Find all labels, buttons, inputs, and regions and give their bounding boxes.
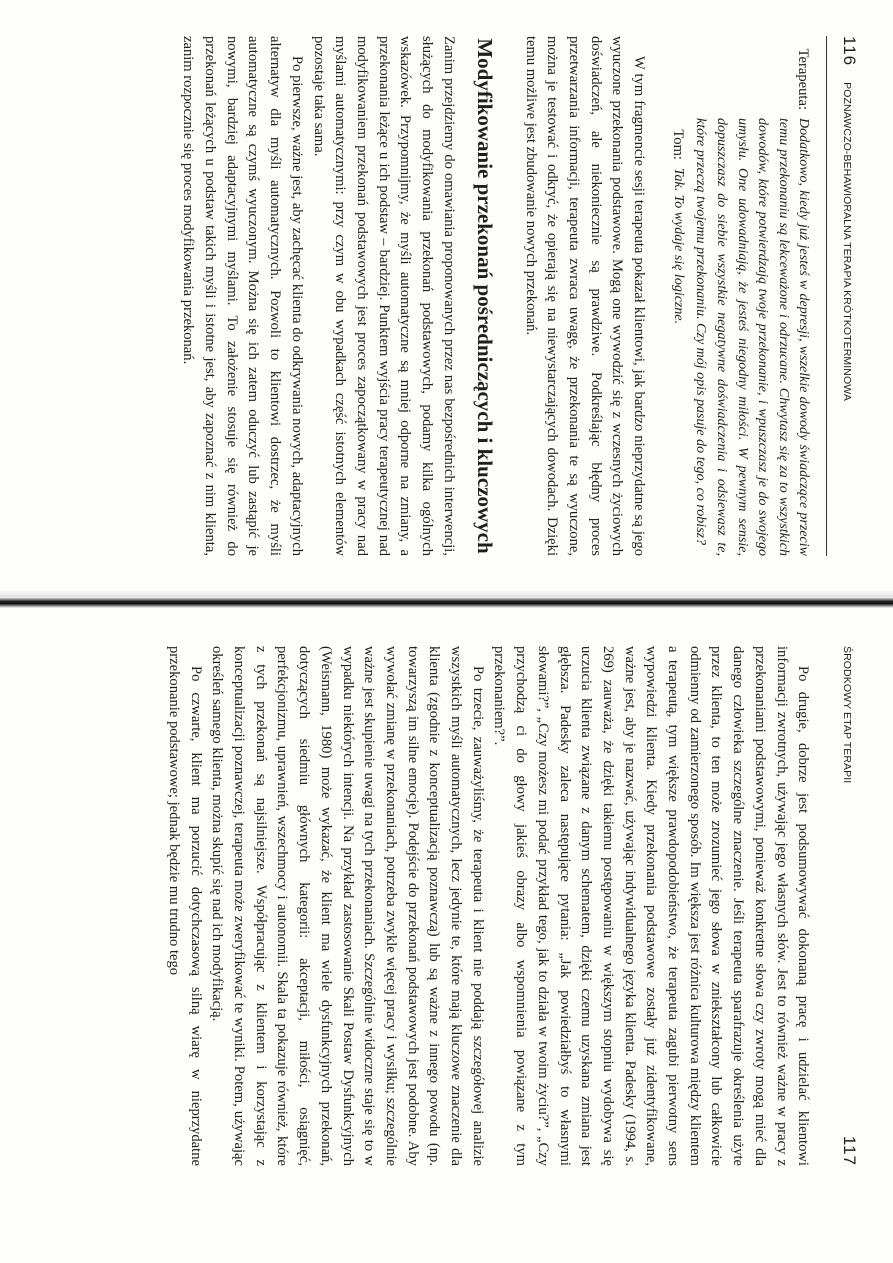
header-rule [826,36,827,556]
dialogue-therapist [690,36,814,556]
running-head-title: ŚRODKOWY ETAP TERAPII [841,646,853,784]
page-117 [20,610,880,1210]
paragraph: Po trzecie, zauważyliśmy, że terapeuta i klient nie poddają szczegółowej analizie wszystkich myśli automatycznych, lecz jedynie te, które mają kluczowe znaczenie dla klienta (zgodnie z konceptualizacją poznawczą) lub są ważne z innego powodu (np. towarzyszą im silne emocje). Podejście do przekonań podstawowych jest podobne. Aby wywołać zmianę w przekonaniach, potrzeba zwykle więcej pracy i wysiłku; szczególnie ważne jest skupienie uwagi na tych przekonaniach. Szczególnie widoczne staje się to w wypadku niektórych intencji. Na przykład zastosowanie Skali Postaw Dysfunkcyjnych (Weismann, 1980) może wykazać, że klient ma wiele dysfunkcyjnych przekonań, dotyczących siedmiu głównych kategorii: akceptacji, miłości, osiągnięć, perfekcjonizmu, uprawnień, wszechmocy i autonomii. Skala ta pokazuje również, które z tych przekonań są najsilniejsze. Współpracując z klientem i korzystając z konceptualizacji poznawczej, terapeuta może zweryfikować te wyniki. Potem, używając określeń samego klienta, można skupić się nad ich modyfikacją. [209,646,486,1166]
speech-text: Dodatkowo, kiedy już jesteś w depresji, wszelkie dowody świadczące przeciw temu przekonaniu są lekceważone i odrzucane. Chwytasz się za to wszystkich dowodów, które potwierdzają twoje przekonanie, i wpuszczasz je do swojego umysłu. One udowadniają, że jesteś niegodny miłości. W pewnym sensie, dopuszczasz do siebie wszystkie negatywne doświadczenia i odsiewasz te, które przeczą twojemu przekonaniu. Czy mój opis pasuje do tego, co robisz? [693,118,812,556]
paragraph: Po drugie, dobrze jest podsumowywać dokonaną pracę i udzielać klientowi informacji zwrotnych, używając jego własnych słów. Jest to również ważne w pracy z przekonaniami podstawowymi, ponieważ konkretne słowa czy zwroty mogą mieć dla danego człowieka szczególne znaczenie. Jeśli terapeuta sparafrazuje określenia użyte przez klienta, to ten może zrozumieć jego słowa w zniekształcony lub całkowicie odmienny od zamierzonego sposób. Im większa jest różnica kulturowa między klientem a terapeutą, tym większe prawdopodobieństwo, że terapeuta zagubi pierwotny sens wypowiedzi klienta. Kiedy przekonania podstawowe zostały już zidentyfikowane, ważne jest, aby je nazwać, używając indywidualnego języka klienta. Padesky (1994, s. 269) zauważa, że dzięki takiemu postępowaniu w większym stopniu wydobywa się uczucia klienta związane z danym schematem, dzięki czemu uzyskana zmiana jest głębsza. Padesky zaleca następujące pytania: „Jak powiedziałbyś to własnymi słowami?”, „Czy możesz mi podać przykład tego, jak to działa w twoim życiu?”, „Czy przychodzą ci do głowy jakieś obrazy albo wspomnienia powiązane z tym przekonaniem?”. [491,646,812,1166]
dialogue-tom [666,36,688,556]
section-heading: Modyfikowanie przekonań pośredniczących i kluczowych [472,38,497,554]
speaker-label: Tom: [669,129,686,160]
paragraph: Po czwarte, klient ma porzucić dotychczasową silną wiarę w nieprzydatne przekonanie podstawowe; jednak będzie mu trudno tego [165,646,204,1166]
page-number: 117 [840,1135,859,1166]
paragraph: Zanim przejdziemy do omawiania proponowanych przez nas bezpośrednich interwencji, służących do modyfikowania przekonań podstawowych, podamy kilka ogólnych wskazówek. Przypomnijmy, że myśli automatyczne są mniej odporne na zmiany, a przekonania leżące u ich podstaw – bardziej. Punktem wyjścia pracy terapeutycznej nad modyfikowaniem przekonań podstawowych jest proces zapoczątkowany w pracy nad myślami automatycznymi: przy czym w obu wypadkach część istotnych elementów pozostaje taka sama. [310,36,457,556]
paragraph: W tym fragmencie sesji terapeuta pokazał klientowi, jak bardzo nieprzydatne są jego wyuczone przekonania podstawowe. Mogą one wywodzić się z wczesnych życiowych doświadczeń, ale niekoniecznie są prawdziwe. Podkreślając błędny proces przetwarzania informacji, terapeuta zwraca uwagę, że przekonania te są wyuczone, można je testować i odkryć, że opierają się na niewystarczających dowodach. Dzięki temu możliwe jest zbudowanie nowych przekonań. [522,36,648,556]
speaker-label: Terapeuta: [795,48,812,110]
page-116 [20,0,880,600]
running-head [829,646,860,1166]
running-head-title: POZNAWCZO-BEHAWIORALNA TERAPIA KRÓTKOTERMINOWA [841,82,853,401]
paragraph: Po pierwsze, ważne jest, aby zachęcać klienta do odkrywania nowych, adaptacyjnych alternatyw dla myśli automatycznych. Pozwoli to klientowi dostrzec, że myśli automatyczne są czymś wyuczonym. Można się ich zatem oduczyć lub zastąpić je nowymi, bardziej adaptacyjnymi myślami. To założenie stosuje się również do przekonań leżących u podstaw takich myśli i istotne jest, aby zapoznać z nim klienta, zanim rozpocznie się proces modyfikowania przekonań. [180,36,305,556]
running-head [829,36,860,556]
speech-text: Tak. To wydaje się logiczne. [670,168,686,325]
page-number: 116 [840,36,859,67]
